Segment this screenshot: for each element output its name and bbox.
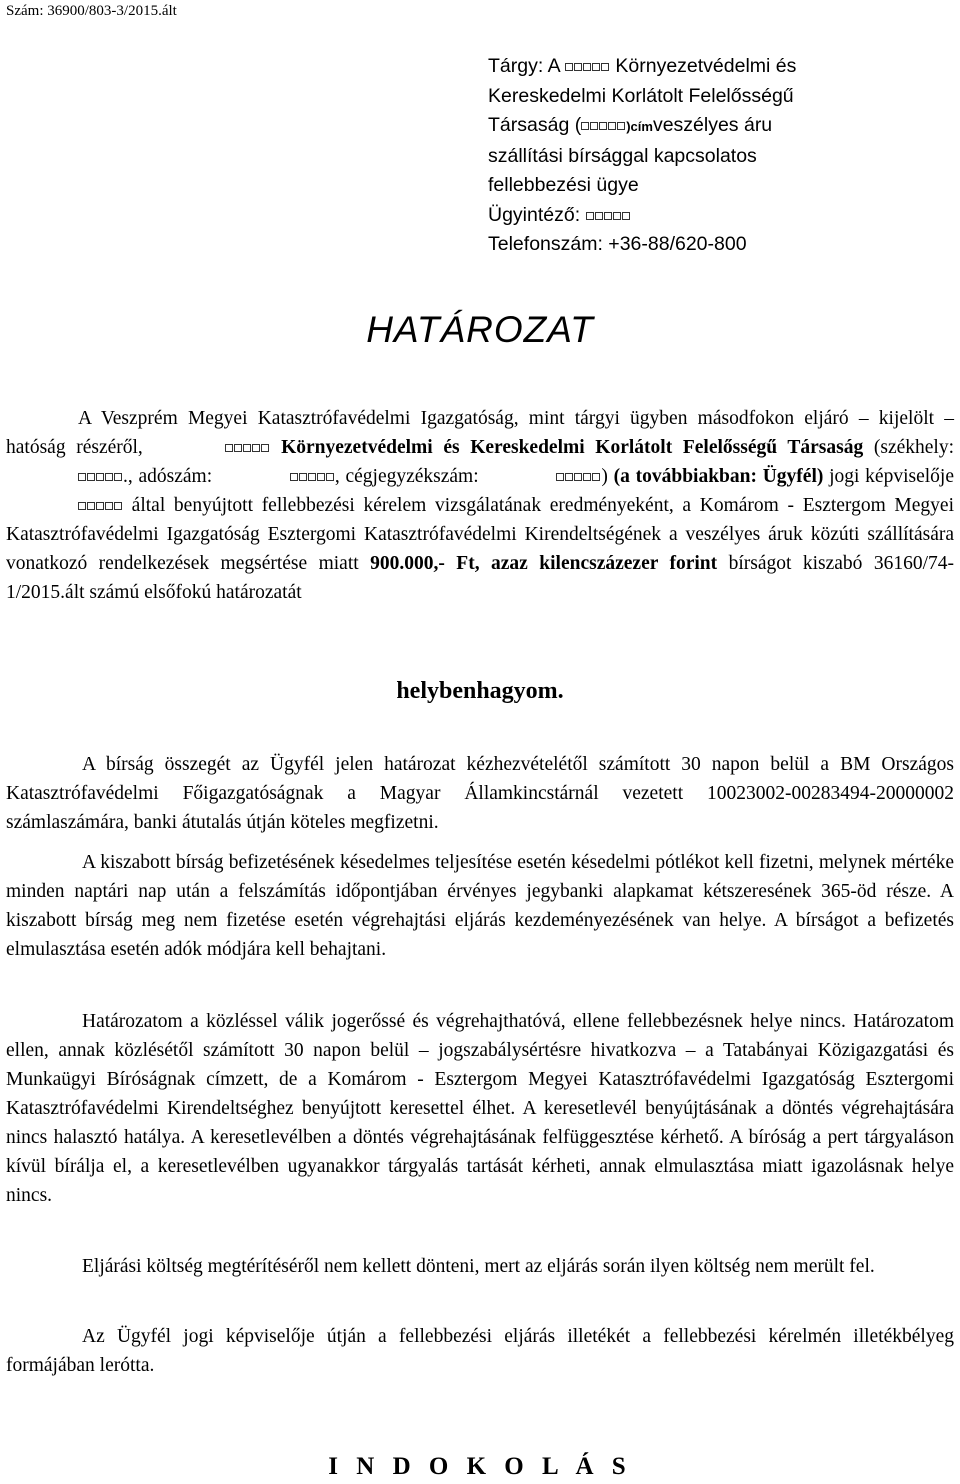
intro-text: által benyújtott fellebbezési kérelem vizsgálatának eredményeként, a Komárom - Esztergom Megyei Katasztrófavédelmi Igazgatóság Esztergomi Katasztrófavédelmi Kirendeltségének a veszélyes áruk közúti szállítására vonatkozó rendelkezések megsértése miatt — [6, 495, 954, 574]
subject-line-3 — [488, 111, 948, 142]
company-name: Környezetvédelmi és Kereskedelmi Korlátolt Felelősségű Társaság — [270, 437, 864, 458]
redacted-company-boxes — [153, 433, 270, 462]
subject-cim-label: )cím — [626, 119, 653, 134]
subject-block — [488, 52, 948, 260]
intro-text: jogi képviselője — [823, 466, 954, 487]
subject-line-1-suffix: Környezetvédelmi és — [615, 55, 797, 77]
appeal-text: Határozatom a közléssel válik jogerőssé és végrehajthatóvá, ellene fellebbezésnek helye nincs. Határozatom ellen, annak közlésétől számított 30 napon belül – jogszabálysértésre hivatkozva – a Tatabányai Közigazgatási és Munkaügyi Bíróságnak címzett, de a Komárom - Esztergom Megyei Katasztrófavédelmi Igazgatóság Esztergomi Katasztrófavédelmi Kirendeltséghez benyújtott keresettel élhet. A keresetlevél benyújtásának a döntés végrehajtására nincs halasztó hatálya. A keresetlevélben a döntés végrehajtásának felfüggesztése kérhető. A bíróság a pert tárgyaláson kívül bírálja el, a keresetlevélben ugyanakkor tárgyalás tartását kérheti, annak elmulasztása miatt igazolásnak helye nincs. — [6, 1011, 954, 1206]
payment-paragraph — [6, 750, 954, 837]
reasons-title: I N D O K O L Á S — [328, 1453, 632, 1480]
redacted-registry-number-boxes — [484, 462, 601, 491]
subject-line-2: Kereskedelmi Korlátolt Felelősségű — [488, 84, 794, 107]
appeal-paragraph — [6, 1007, 954, 1210]
subject-line-1 — [488, 52, 948, 82]
intro-paragraph — [6, 404, 954, 607]
fee-paragraph — [6, 1322, 954, 1380]
redacted-clerk-boxes — [586, 201, 631, 231]
redacted-tax-number-boxes — [218, 462, 335, 491]
redacted-address-boxes — [6, 462, 123, 491]
subject-line-4: szállítási bírsággal kapcsolatos — [488, 144, 757, 167]
intro-text: bírságot kiszabó 36160/74-1/2015.ált számú elsőfokú határozatát — [6, 553, 954, 603]
redacted-name-boxes — [565, 52, 610, 82]
cost-text: Eljárási költség megtérítéséről nem kellett dönteni, mert az eljárás során ilyen költség nem merült fel. — [82, 1256, 875, 1277]
clerk-label: Ügyintéző: — [488, 203, 586, 226]
phone-line: Telefonszám: +36-88/620-800 — [488, 233, 747, 255]
fee-text: Az Ügyfél jogi képviselője útján a fellebbezési eljárás illetékét a fellebbezési kérelmén illetékbélyeg formájában lerótta. — [6, 1326, 954, 1376]
client-definition: (a továbbiakban: Ügyfél) — [613, 466, 824, 487]
subject-line-3-suffix: veszélyes áru — [652, 114, 773, 136]
subject-line-3-prefix: Társaság ( — [488, 114, 582, 136]
intro-text: ., adószám: — [123, 466, 218, 487]
fine-amount: 900.000,- Ft, azaz kilencszázezer forint — [370, 553, 718, 574]
intro-text: A Veszprém Megyei Katasztrófavédelmi Igazgatóság, mint tárgyi ügyben másodfokon eljáró – kijelölt – hatóság részéről, — [6, 408, 954, 458]
late-payment-text: A kiszabott bírság befizetésének késedelmes teljesítése esetén késedelmi pótlékot kell fizetni, melynek mértéke minden naptári nap után a felszámítás időpontjában érvényes jegybanki alapkamat kétszeresének 365-öd része. A kiszabott bírság meg nem fizetése esetén végrehajtási eljárás kezdeményezésének van helye. A bírságot a befizetés elmulasztása esetén adók módjára kell behajtani. — [6, 852, 954, 960]
redacted-representative-boxes — [6, 491, 123, 520]
intro-text: , cégjegyzékszám: — [334, 466, 485, 487]
subject-prefix: Tárgy: A — [488, 55, 565, 77]
cost-paragraph — [6, 1252, 954, 1281]
redacted-name-boxes — [581, 111, 626, 141]
subject-line-5: fellebbezési ügye — [488, 174, 639, 196]
intro-text: ) — [601, 466, 614, 487]
intro-text: (székhely: — [863, 437, 954, 458]
late-payment-paragraph — [6, 848, 954, 964]
clerk-line — [488, 201, 948, 231]
case-number: Szám: 36900/803-3/2015.ált — [6, 3, 177, 19]
decision-title: HATÁROZAT — [366, 309, 594, 350]
payment-text: A bírság összegét az Ügyfél jelen határozat kézhezvételétől számított 30 napon belül a BM Országos Katasztrófavédelmi Főigazgatóságnak a Magyar Államkincstárnál vezetett 10023002-00283494-20000002 számlaszámára, banki átutalás útján köteles megfizetni. — [6, 754, 954, 833]
decision-upheld: helybenhagyom. — [396, 678, 564, 704]
